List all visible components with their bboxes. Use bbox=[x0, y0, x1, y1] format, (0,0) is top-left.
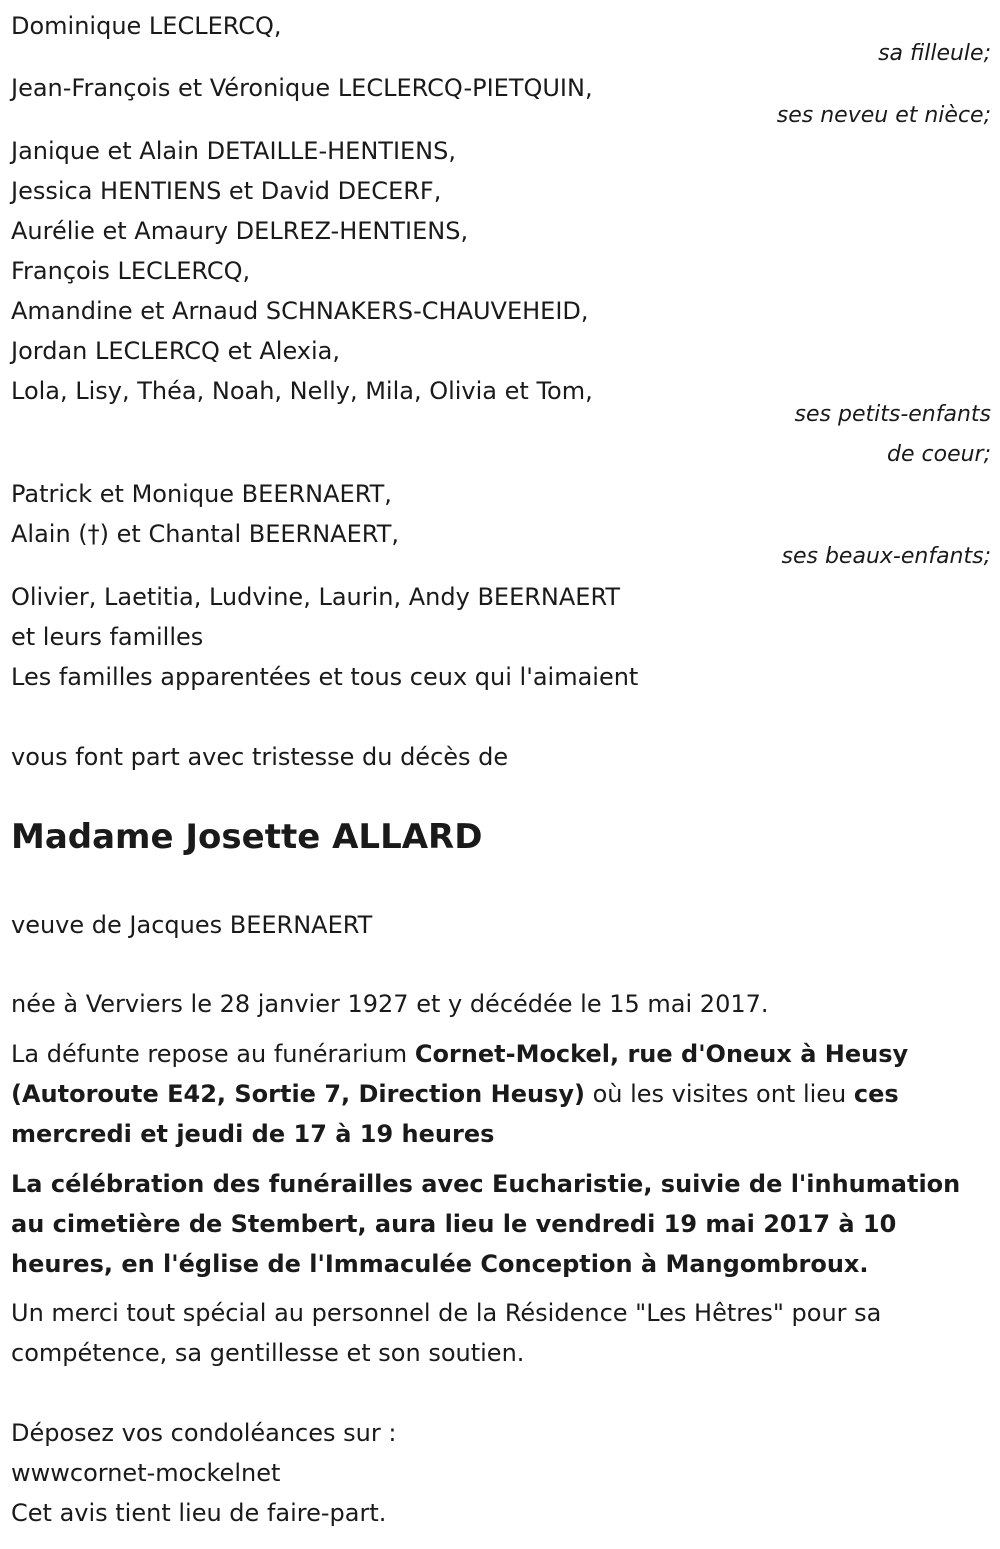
family-line: Jordan LECLERCQ et Alexia, bbox=[11, 337, 341, 365]
family-line: Janique et Alain DETAILLE-HENTIENS, bbox=[11, 137, 456, 165]
widow-of-text: veuve de Jacques BEERNAERT bbox=[11, 911, 373, 939]
family-line: François LECLERCQ, bbox=[11, 257, 251, 285]
condolences-label: Déposez vos condoléances sur : bbox=[11, 1419, 397, 1447]
notice-text: Cet avis tient lieu de faire-part. bbox=[11, 1499, 387, 1527]
relation-label: ses neveu et nièce; bbox=[776, 103, 991, 128]
footer bbox=[11, 1413, 991, 1533]
family-line: Dominique LECLERCQ, bbox=[11, 12, 282, 40]
visiting-hours: ces mercredi et jeudi de 17 à 19 heures bbox=[11, 1080, 899, 1148]
visitation-middle: où les visites ont lieu bbox=[584, 1080, 854, 1108]
family-line: Lola, Lisy, Théa, Noah, Nelly, Mila, Olivia et Tom, bbox=[11, 377, 593, 405]
relation-label: ses petits-enfants bbox=[794, 402, 991, 427]
family-line: Amandine et Arnaud SCHNAKERS-CHAUVEHEID, bbox=[11, 297, 589, 325]
family-line: Alain (†) et Chantal BEERNAERT, bbox=[11, 520, 399, 548]
website-link[interactable]: wwwcornet-mockelnet bbox=[11, 1459, 281, 1487]
announcement-text: vous font part avec tristesse du décès de bbox=[11, 743, 509, 771]
family-line: Patrick et Monique BEERNAERT, bbox=[11, 480, 392, 508]
family-group-stepchildren bbox=[11, 474, 991, 577]
family-line: Jessica HENTIENS et David DECERF, bbox=[11, 177, 442, 205]
family-group-goddaughter bbox=[11, 6, 991, 74]
family-line: Olivier, Laetitia, Ludvine, Laurin, Andy BEERNAERT bbox=[11, 583, 621, 611]
family-line: Jean-François et Véronique LECLERCQ-PIETQUIN, bbox=[11, 74, 593, 102]
deceased-name: Madame Josette ALLARD bbox=[11, 817, 483, 857]
family-group-grandchildren bbox=[11, 131, 991, 475]
visitation-paragraph bbox=[11, 1034, 991, 1154]
family-group-nephew-niece bbox=[11, 68, 991, 136]
family-line: Les familles apparentées et tous ceux qui l'aimaient bbox=[11, 663, 639, 691]
thanks-paragraph: Un merci tout spécial au personnel de la Résidence "Les Hêtres" pour sa compétence, sa gentillesse et son soutien. bbox=[11, 1299, 882, 1367]
family-line: Aurélie et Amaury DELREZ-HENTIENS, bbox=[11, 217, 469, 245]
relation-label: sa filleule; bbox=[878, 41, 991, 66]
visitation-intro: La défunte repose au funérarium bbox=[11, 1040, 415, 1068]
family-line: et leurs familles bbox=[11, 623, 204, 651]
birth-death-text: née à Verviers le 28 janvier 1927 et y décédée le 15 mai 2017. bbox=[11, 990, 769, 1018]
funeral-home-address: Cornet-Mockel, rue d'Oneux à Heusy (Autoroute E42, Sortie 7, Direction Heusy) bbox=[11, 1040, 909, 1108]
family-group-others bbox=[11, 577, 991, 697]
relation-label: de coeur; bbox=[887, 442, 991, 467]
relation-label: ses beaux-enfants; bbox=[781, 544, 991, 569]
ceremony-paragraph: La célébration des funérailles avec Eucharistie, suivie de l'inhumation au cimetière de Stembert, aura lieu le vendredi 19 mai 2017 à 10 heures, en l'église de l'Immaculée Conception à Mangombroux. bbox=[11, 1170, 961, 1278]
